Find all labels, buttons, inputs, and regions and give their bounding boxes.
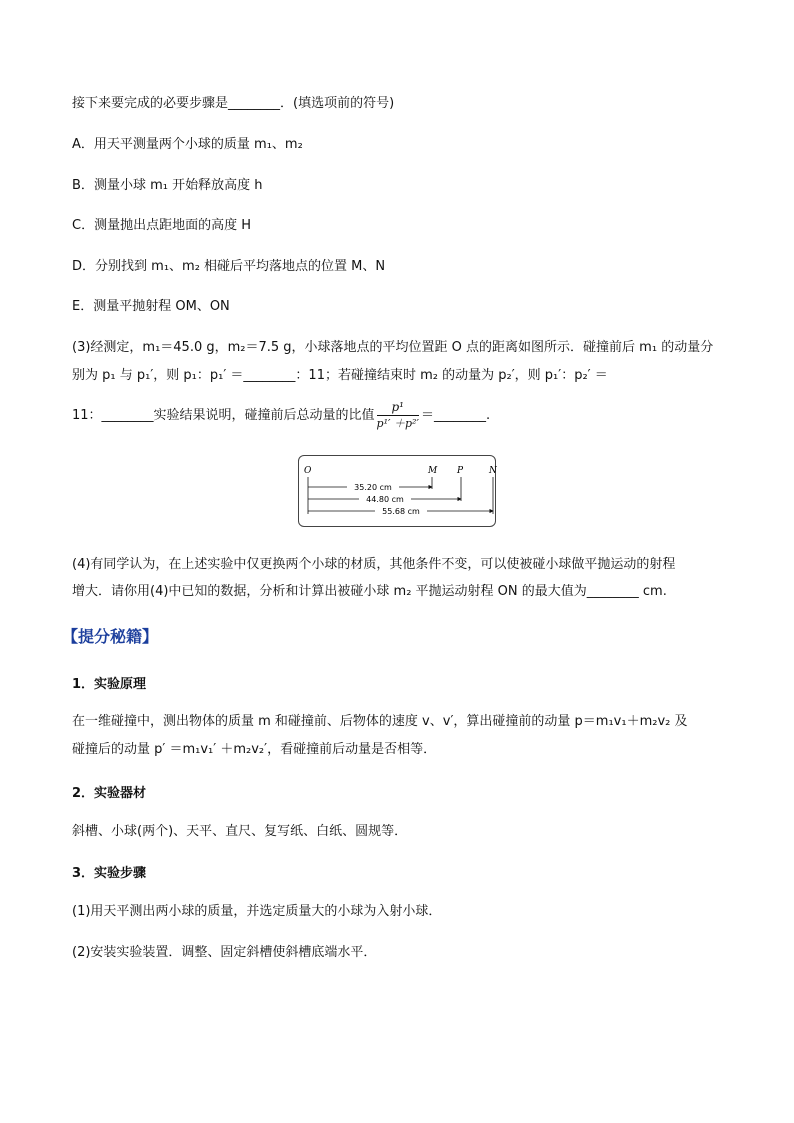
section-title-principle: 1．实验原理 bbox=[72, 677, 147, 692]
option-text: 分别找到 m₁、m₂ 相碰后平均落地点的位置 M、N bbox=[95, 259, 386, 274]
option-letter: B bbox=[72, 178, 81, 193]
part4-line2: 增大．请你用(4)中已知的数据，分析和计算出被碰小球 m₂ 平抛运动射程 ON 的最大值为________ cm. bbox=[72, 584, 667, 599]
part3-line1: (3)经测定，m₁＝45.0 g，m₂＝7.5 g，小球落地点的平均位置距 O 点的距离如图所示．碰撞前后 m₁ 的动量分 bbox=[72, 340, 714, 355]
diagram-svg bbox=[299, 456, 497, 528]
section-title-steps: 3．实验步骤 bbox=[72, 866, 147, 881]
principle-line2: 碰撞后的动量 p′ ＝m₁v₁′ ＋m₂v₂′，看碰撞前后动量是否相等． bbox=[72, 742, 437, 757]
option-text: 测量小球 m₁ 开始释放高度 h bbox=[93, 178, 263, 193]
option-e: E．测量平抛射程 OM、ON bbox=[72, 299, 230, 314]
om-distance-label: 35.20 cm bbox=[354, 483, 392, 492]
equipment-text: 斜槽、小球(两个)、天平、直尺、复写纸、白纸、圆规等． bbox=[72, 824, 408, 839]
point-p-label: P bbox=[457, 466, 464, 476]
part3-line3-a: 11：________实验结果说明，碰撞前后总动量的比值 bbox=[72, 408, 375, 423]
part4-line1: (4)有同学认为，在上述实验中仅更换两个小球的材质，其他条件不变，可以使被碰小球做平抛运动的射程 bbox=[72, 557, 676, 572]
option-d: D．分别找到 m₁、m₂ 相碰后平均落地点的位置 M、N bbox=[72, 259, 386, 274]
fraction-denominator: p¹′ ＋p²′ bbox=[376, 417, 419, 430]
section-title-equipment: 2．实验器材 bbox=[72, 786, 147, 801]
option-text: 测量抛出点距地面的高度 H bbox=[94, 218, 252, 233]
principle-line1: 在一维碰撞中，测出物体的质量 m 和碰撞前、后物体的速度 v、v′，算出碰撞前的动量 p＝m₁v₁＋m₂v₂ 及 bbox=[72, 714, 688, 729]
step-2: (2)安装实验装置．调整、固定斜槽使斜槽底端水平． bbox=[72, 945, 377, 960]
op-distance-label: 44.80 cm bbox=[366, 495, 404, 504]
option-letter: E bbox=[72, 299, 81, 314]
part3-line3-b: ＝________. bbox=[420, 408, 491, 423]
option-letter: A bbox=[72, 137, 81, 152]
fraction-numerator: p¹ bbox=[377, 399, 419, 416]
on-distance-label: 55.68 cm bbox=[382, 507, 420, 516]
step-1: (1)用天平测出两小球的质量，并选定质量大的小球为入射小球． bbox=[72, 904, 442, 919]
option-a: A．用天平测量两个小球的质量 m₁、m₂ bbox=[72, 137, 303, 152]
option-letter: D bbox=[72, 259, 83, 274]
option-c: C．测量抛出点距地面的高度 H bbox=[72, 218, 252, 233]
option-text: 测量平抛射程 OM、ON bbox=[93, 299, 230, 314]
landing-distance-diagram bbox=[298, 455, 496, 527]
option-b: B．测量小球 m₁ 开始释放高度 h bbox=[72, 178, 263, 193]
point-m-label: M bbox=[428, 466, 438, 476]
tips-heading: 【提分秘籍】 bbox=[62, 627, 159, 646]
point-n-label: N bbox=[489, 466, 497, 476]
option-text: 用天平测量两个小球的质量 m₁、m₂ bbox=[93, 137, 303, 152]
point-o-label: O bbox=[304, 466, 312, 476]
question-intro: 接下来要完成的必要步骤是________．(填选项前的符号) bbox=[72, 96, 395, 111]
part3-line2: 别为 p₁ 与 p₁′，则 p₁：p₁′ ＝________：11；若碰撞结束时 m₂ 的动量为 p₂′，则 p₁′：p₂′ ＝ bbox=[72, 368, 608, 383]
momentum-ratio-fraction bbox=[377, 399, 419, 432]
option-letter: C bbox=[72, 218, 82, 233]
part3-line3 bbox=[72, 398, 490, 434]
